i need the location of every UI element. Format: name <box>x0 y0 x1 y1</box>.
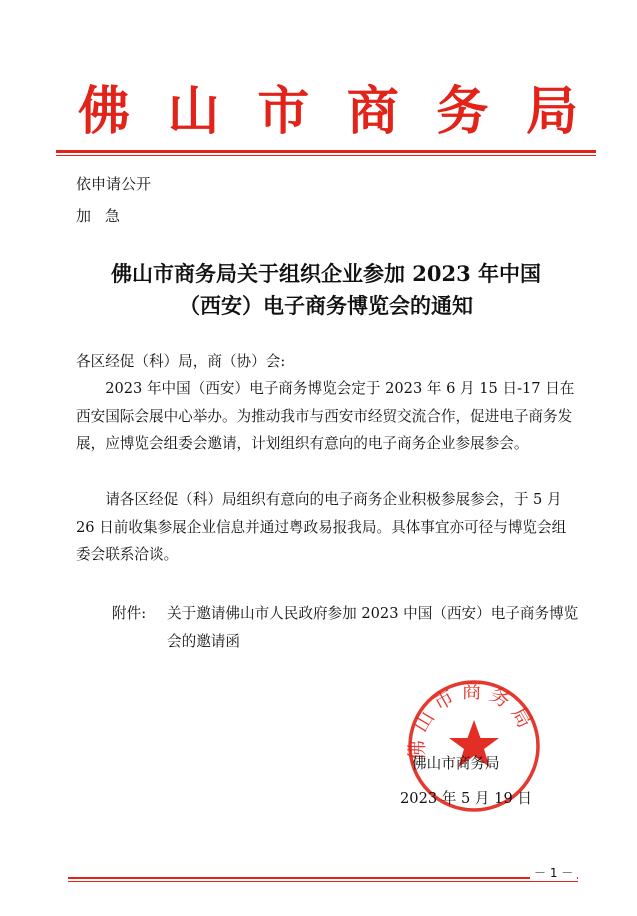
body-paragraph-1: 2023 年中国（西安）电子商务博览会定于 2023 年 6 月 15 日-17 日在西安国际会展中心举办。为推动我市与西安市经贸交流合作，促进电子商务发展，应博览会组委会邀请，计划组织有意向的电子商务企业参展参会。 <box>76 380 575 452</box>
attachment-label: 附件: <box>112 605 147 622</box>
body-paragraph-2: 请各区经促（科）局组织有意向的电子商务企业积极参展参会，于 5 月 26 日前收集参展企业信息并通过粤政易报我局。具体事宜亦可径与博览会组委会联系洽谈。 <box>76 491 567 563</box>
document-title-line2: （西安）电子商务博览会的通知 <box>179 293 473 318</box>
masthead-char: 局 <box>525 81 578 142</box>
masthead-char: 务 <box>436 81 489 142</box>
masthead-divider-thin <box>56 155 596 156</box>
urgency-level: 加急 <box>76 207 135 225</box>
page-number: － 1 － <box>530 864 577 881</box>
svg-text:佛山市商务局: 佛山市商务局 <box>404 678 541 761</box>
masthead-char: 山 <box>167 81 220 142</box>
document-title-line1: 佛山市商务局关于组织企业参加 2023 年中国 <box>110 261 542 286</box>
signing-organization: 佛山市商务局 <box>412 755 500 772</box>
addressee: 各区经促（科）局，商（协）会: <box>76 353 286 370</box>
attachment-link[interactable]: 关于邀请佛山市人民政府参加 2023 中国（西安）电子商务博览会的邀请函 <box>167 605 579 650</box>
agency-masthead <box>78 81 578 142</box>
signing-date: 2023 年 5 月 19 日 <box>400 790 532 807</box>
masthead-char: 市 <box>257 81 310 142</box>
footer-divider <box>68 877 578 879</box>
disclosure-type: 依申请公开 <box>76 175 152 193</box>
footer-divider-thin <box>68 881 578 882</box>
masthead-char: 佛 <box>78 81 131 142</box>
masthead-char: 商 <box>346 81 399 142</box>
masthead-divider <box>56 150 596 153</box>
